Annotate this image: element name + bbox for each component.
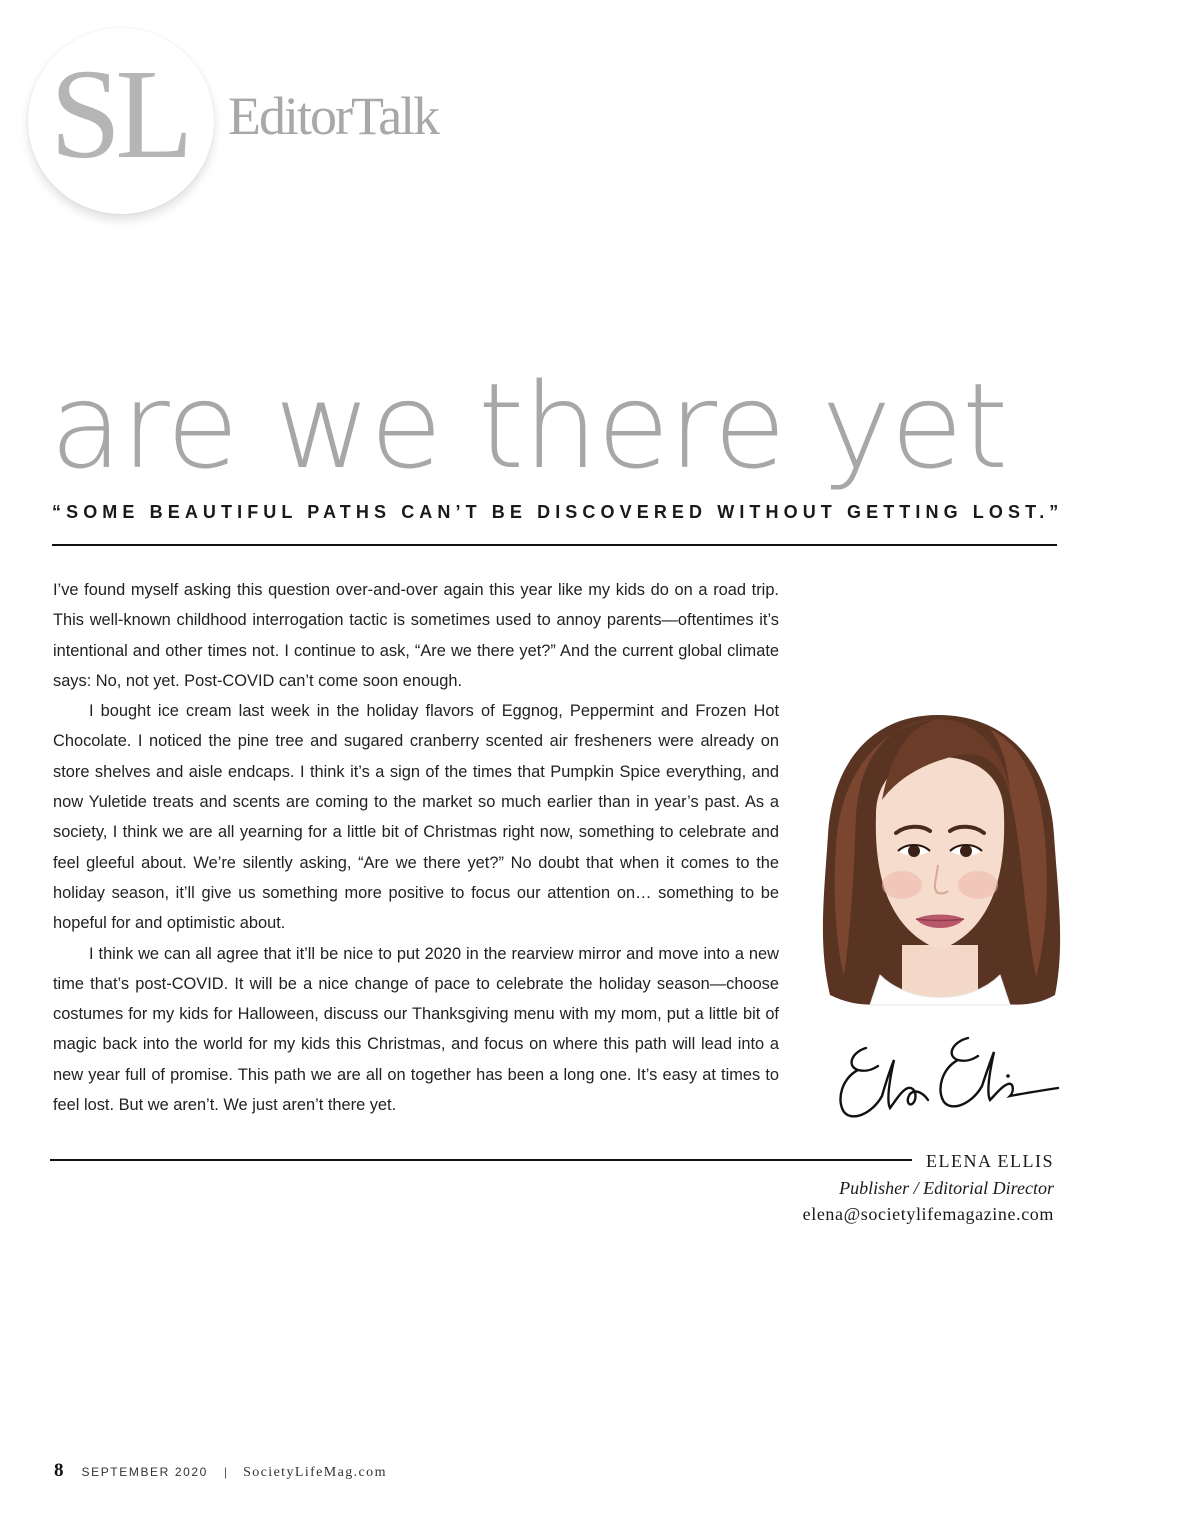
page-number: 8 [54,1460,64,1481]
article-headline: are we there yet [50,357,1008,495]
paragraph: I think we can all agree that it’ll be nice to put 2020 in the rearview mirror and move into a new time that’s post-COVID. It will be a nice change of pace to celebrate the holiday season—choose costumes for my kids for Halloween, discuss our Thanksgiving menu with my mom, put a little bit of magic back into the world for my kids this Christmas, and focus on where this path will lead into a new year full of promise. This path we are all on together has been a long one. It’s easy at times to feel lost. But we aren’t. We just aren’t there yet. [53,944,779,1115]
byline-divider [50,1159,912,1161]
section-title: EditorTalk [228,86,439,146]
paragraph: I bought ice cream last week in the holiday flavors of Eggnog, Peppermint and Frozen Hot Chocolate. I noticed the pine tree and sugared cranberry scented air fresheners were already on store shelves and aisle endcaps. I think it’s a sign of the times that Pumpkin Spice everything, and now Yuletide treats and scents are coming to the market so much earlier than in year’s past. As a society, I think we are all yearning for a little bit of Christmas right now, something to celebrate and feel gleeful about. We’re silently asking, “Are we there yet?” No doubt that when it comes to the holiday season, it’ll give us something more positive to focus our attention on… something to be hopeful for and optimistic about. [53,702,779,933]
logo-monogram: SL [50,43,188,185]
website-link[interactable]: SocietyLifeMag.com [243,1465,387,1480]
author-title: Publisher / Editorial Director [839,1178,1054,1198]
issue-date: SEPTEMBER 2020 [81,1465,208,1479]
signature-image [832,1030,1072,1130]
page-footer [54,1460,387,1484]
footer-separator: | [223,1465,228,1479]
article-body [53,575,779,1120]
pull-quote: “SOME BEAUTIFUL PATHS CAN’T BE DISCOVERED WITHOUT GETTING LOST.” [52,502,1064,522]
paragraph: I’ve found myself asking this question over-and-over again this year like my kids do on a road trip. This well-known childhood interrogation tactic is sometimes used to annoy parents—oftentimes it’s intentional and other times not. I continue to ask, “Are we there yet?” And the current global climate says: No, not yet. Post-COVID can’t come soon enough. [53,581,779,690]
editor-portrait-illustration [810,705,1070,1025]
top-divider [52,544,1057,546]
author-name: ELENA ELLIS [926,1151,1054,1171]
author-email[interactable]: elena@societylifemagazine.com [802,1204,1054,1224]
